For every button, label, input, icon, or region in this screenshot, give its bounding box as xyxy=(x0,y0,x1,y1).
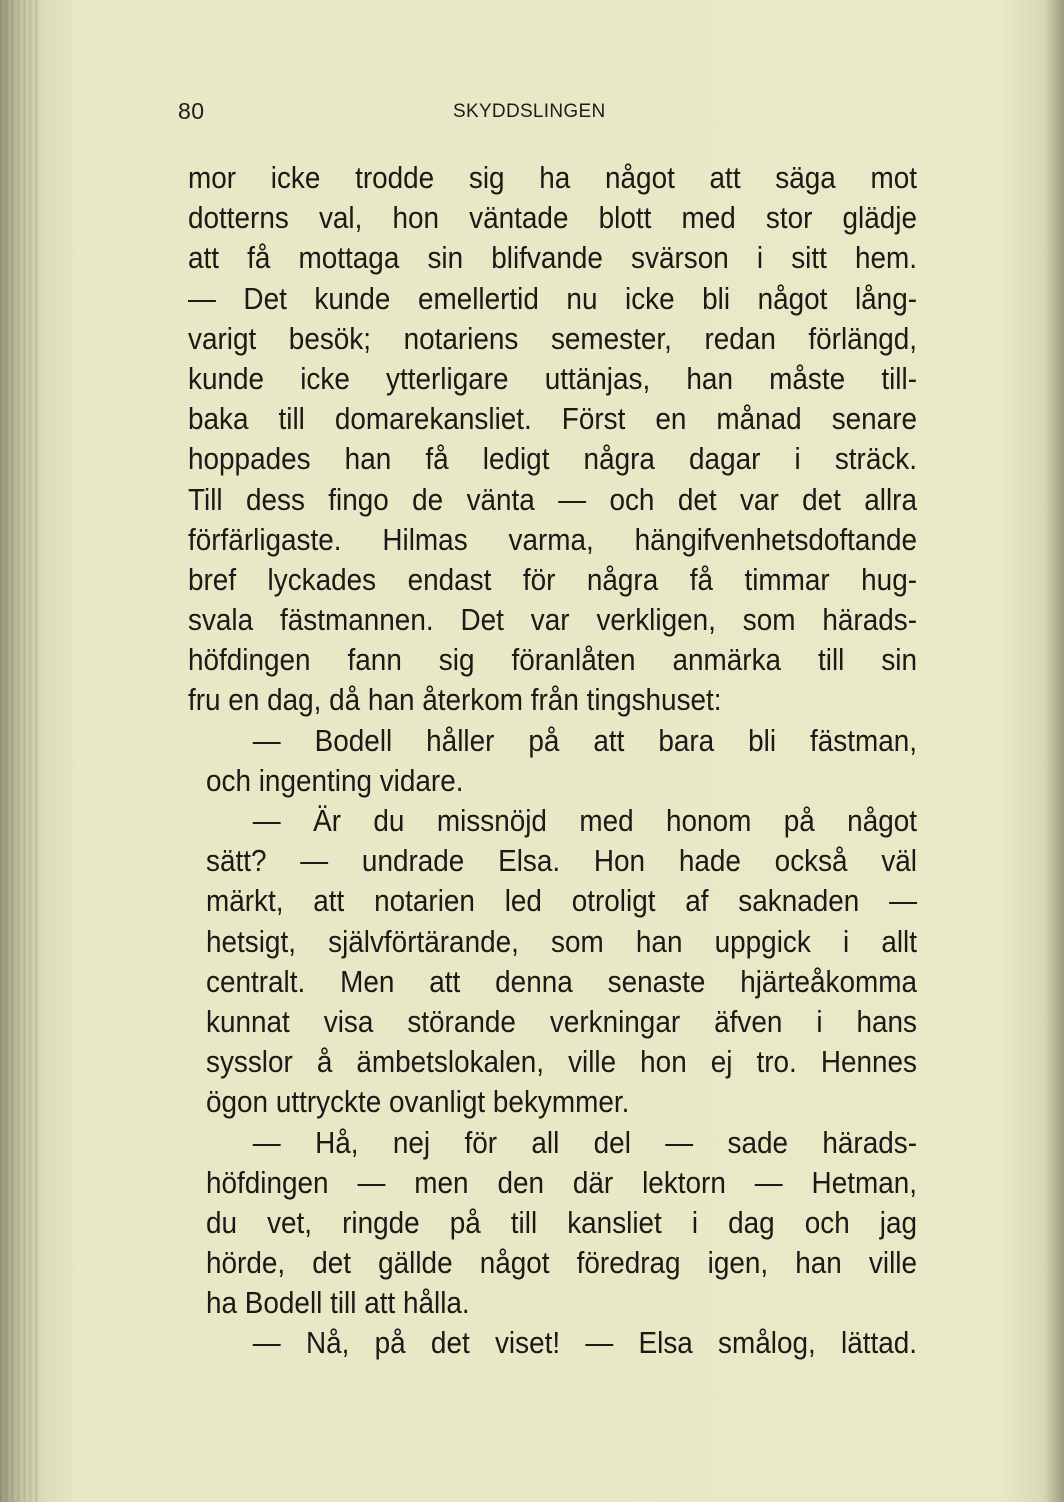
text-line: — Hå, nej för all del — sade härads- xyxy=(252,1124,917,1160)
text-line: ha Bodell till att hålla. xyxy=(206,1285,470,1321)
text-line: Till dess fingo de vänta — och det var det allra xyxy=(188,481,917,517)
text-line: — Är du missnöjd med honom på något xyxy=(252,803,917,838)
text-line: fru en dag, då han återkom från tingshuset: xyxy=(188,682,722,718)
page-header xyxy=(178,98,628,130)
text-line: varigt besök; notariens semester, redan förlängd, xyxy=(188,320,917,356)
text-line: svala fästmannen. Det var verkligen, som härads- xyxy=(188,602,917,638)
text-line: hörde, det gällde något föredrag igen, han ville xyxy=(206,1245,917,1281)
text-line: dotterns val, hon väntade blott med stor glädje xyxy=(188,200,917,236)
text-line: höfdingen fann sig föranlåten anmärka till sin xyxy=(188,642,917,678)
text-line: hoppades han få ledigt några dagar i sträck. xyxy=(188,441,917,477)
text-line: att få mottaga sin blifvande svärson i sitt hem. xyxy=(188,240,917,276)
page-number: 80 xyxy=(178,98,205,124)
text-line: sätt? — undrade Elsa. Hon hade också väl xyxy=(206,843,917,879)
text-line: baka till domarekansliet. Först en månad senare xyxy=(188,401,917,437)
text-line: förfärligaste. Hilmas varma, hängifvenhetsdoftande xyxy=(188,521,917,557)
text-line: kunde icke ytterligare uttänjas, han måste till- xyxy=(188,360,917,396)
running-head: SKYDDSLINGEN xyxy=(453,101,606,122)
text-line: bref lyckades endast för några få timmar hug- xyxy=(188,561,917,597)
page-stack-edge xyxy=(0,0,38,1502)
page-right-edge xyxy=(1046,0,1064,1502)
text-line: ögon uttryckte ovanligt bekymmer. xyxy=(206,1084,630,1120)
text-line: — Det kunde emellertid nu icke bli något lång- xyxy=(188,280,917,316)
text-line: centralt. Men att denna senaste hjärteåkomma xyxy=(206,963,917,999)
text-line: mor icke trodde sig ha något att säga mot xyxy=(188,160,917,195)
text-line: du vet, ringde på till kansliet i dag och jag xyxy=(206,1204,917,1240)
body-text xyxy=(188,158,917,1364)
text-line: sysslor å ämbetslokalen, ville hon ej tro. Hennes xyxy=(206,1044,917,1080)
text-line: kunnat visa störande verkningar äfven i hans xyxy=(206,1003,917,1039)
text-line: höfdingen — men den där lektorn — Hetman, xyxy=(206,1164,917,1200)
text-line: märkt, att notarien led otroligt af saknaden — xyxy=(206,883,917,919)
text-line: hetsigt, självförtärande, som han uppgick i allt xyxy=(206,923,917,959)
text-line: — Nå, på det viset! — Elsa smålog, lättad. xyxy=(252,1325,917,1361)
text-line: — Bodell håller på att bara bli fästman, xyxy=(252,722,917,758)
text-line: och ingenting vidare. xyxy=(206,762,464,798)
